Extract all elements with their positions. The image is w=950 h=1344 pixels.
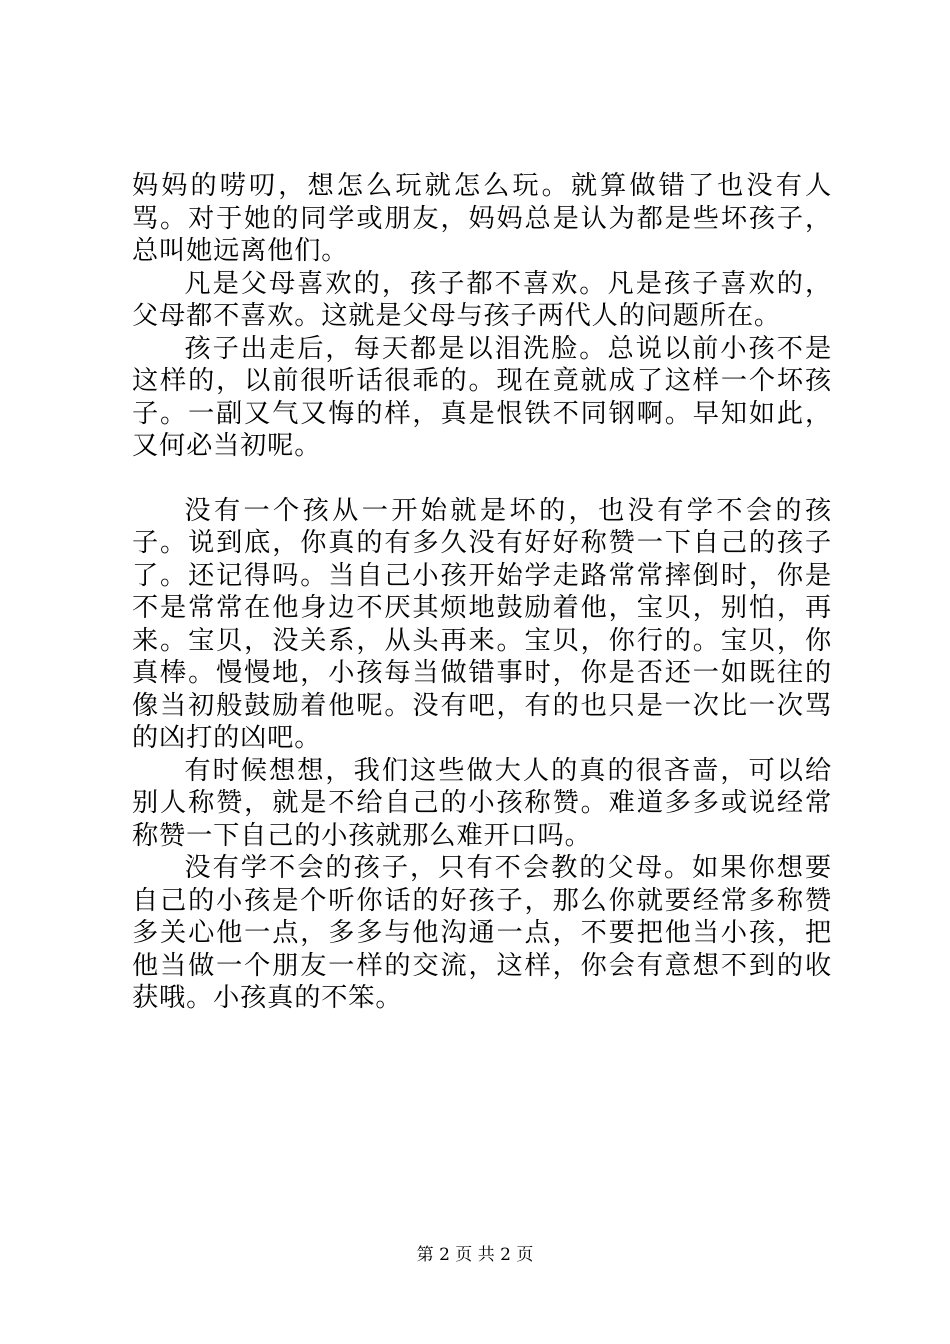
paragraph: 孩子出走后，每天都是以泪洗脸。总说以前小孩不是这样的，以前很听话很乖的。现在竟就成了这样一个坏孩子。一副又气又悔的样，真是恨铁不同钢啊。早知如此，又何必当初呢。	[132, 333, 832, 461]
paragraph: 没有一个孩从一开始就是坏的，也没有学不会的孩子。说到底，你真的有多久没有好好称赞一下自己的孩子了。还记得吗。当自己小孩开始学走路常常摔倒时，你是不是常常在他身边不厌其烦地鼓励着他，宝贝，别怕，再来。宝贝，没关系，从头再来。宝贝，你行的。宝贝，你真棒。慢慢地，小孩每当做错事时，你是否还一如既往的像当初般鼓励着他呢。没有吧，有的也只是一次比一次骂的凶打的凶吧。	[132, 495, 832, 753]
paragraph: 有时候想想，我们这些做大人的真的很吝啬，可以给别人称赞，就是不给自己的小孩称赞。难道多多或说经常称赞一下自己的小孩就那么难开口吗。	[132, 755, 832, 851]
paragraph: 妈妈的唠叨，想怎么玩就怎么玩。就算做错了也没有人骂。对于她的同学或朋友，妈妈总是认为都是些坏孩子，总叫她远离他们。	[132, 171, 832, 266]
page-number-footer: 第 2 页 共 2 页	[416, 1245, 534, 1265]
document-body	[132, 170, 832, 1015]
paragraph: 没有学不会的孩子，只有不会教的父母。如果你想要自己的小孩是个听你话的好孩子，那么你就要经常多称赞多关心他一点，多多与他沟通一点，不要把他当小孩，把他当做一个朋友一样的交流，这样，你会有意想不到的收获哦。小孩真的不笨。	[132, 853, 832, 1013]
paragraph: 凡是父母喜欢的，孩子都不喜欢。凡是孩子喜欢的，父母都不喜欢。这就是父母与孩子两代人的问题所在。	[132, 268, 832, 331]
paragraph-gap	[132, 463, 832, 495]
